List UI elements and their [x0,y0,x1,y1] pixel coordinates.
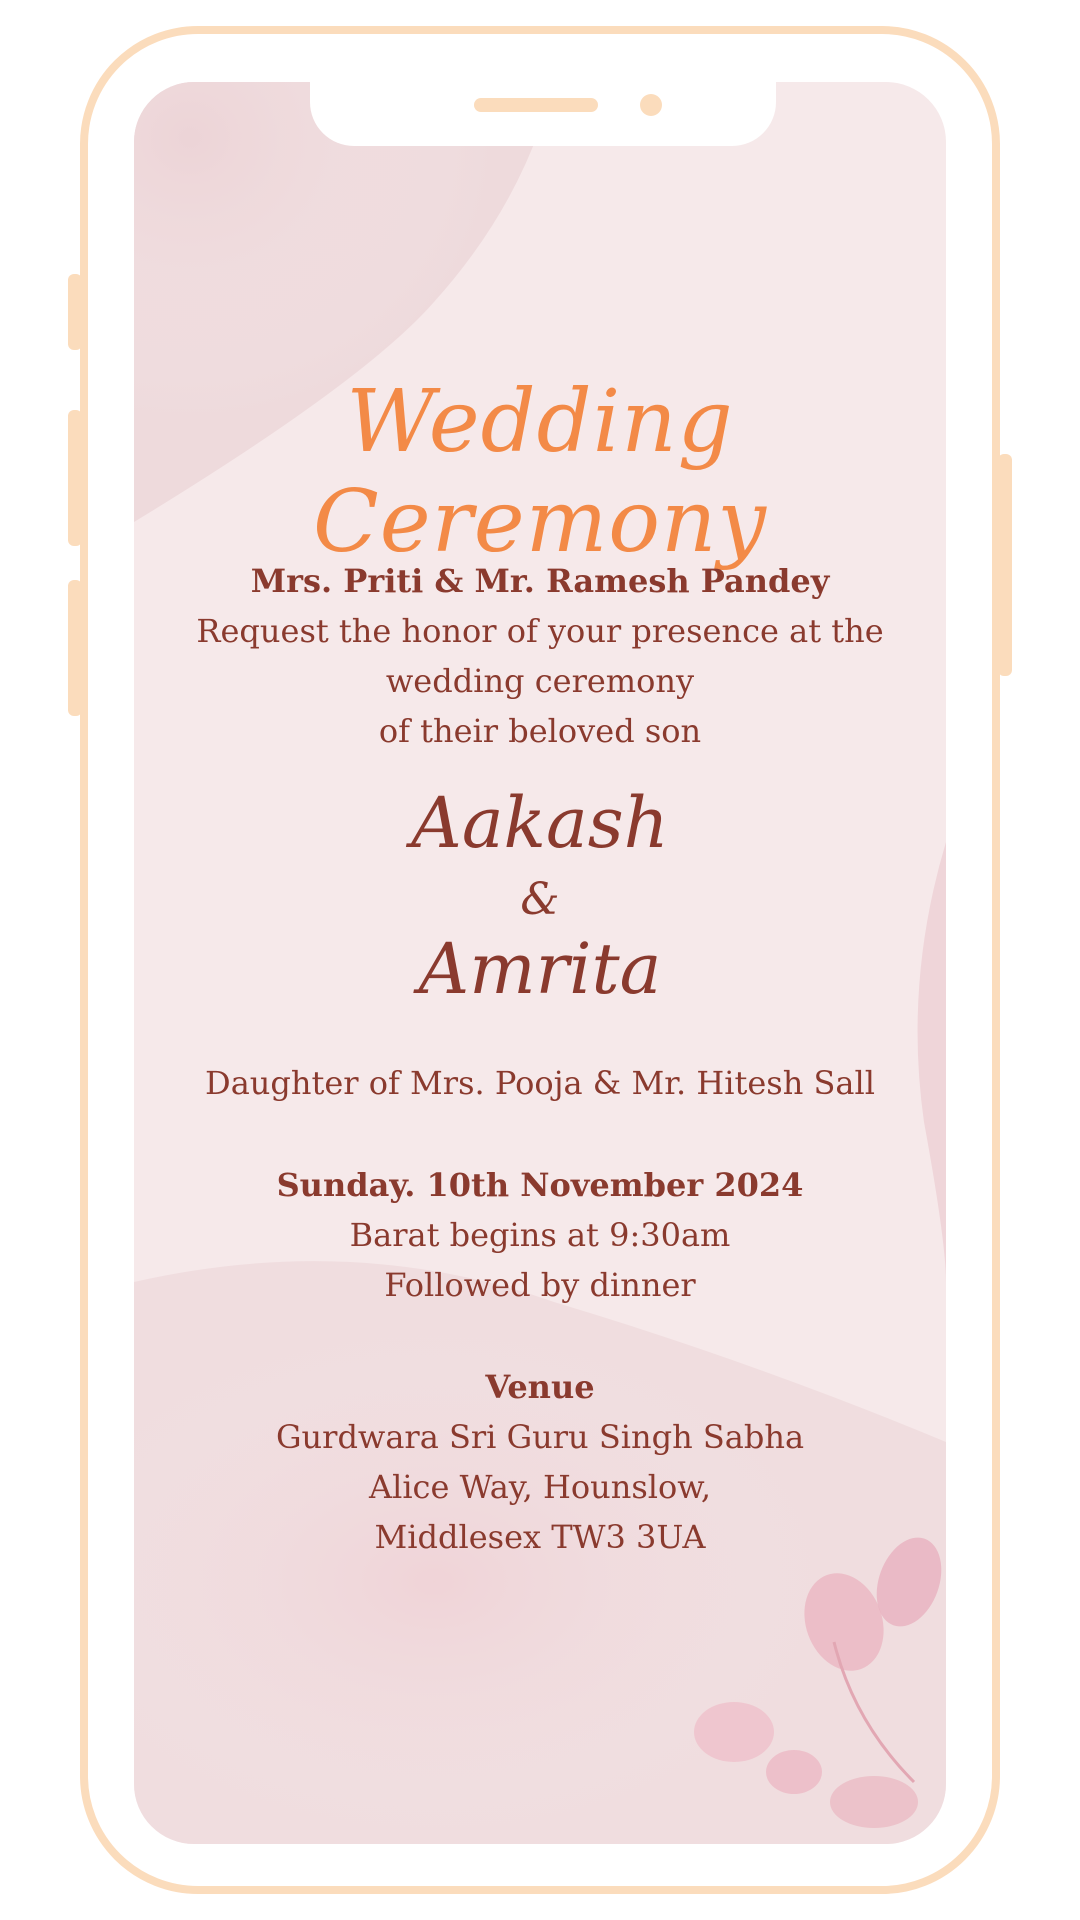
barat-time: Barat begins at 9:30am [349,1216,731,1254]
dinner-note: Followed by dinner [384,1266,696,1304]
phone-side-button [68,274,82,350]
invitation-card [134,82,946,1844]
request-line-3: of their beloved son [378,712,702,750]
request-line-1: Request the honor of your presence at the [196,612,884,650]
speaker-grille [474,98,598,112]
venue-address-line-2: Middlesex TW3 3UA [374,1518,706,1556]
phone-side-button [998,454,1012,676]
phone-screen [134,82,946,1844]
groom-name: Aakash [411,782,669,864]
bride-name: Amrita [418,928,662,1010]
venue-address-line-1: Alice Way, Hounslow, [368,1468,712,1506]
request-line-2: wedding ceremony [385,662,695,700]
invitation-title: Wedding Ceremony [313,372,767,572]
bride-parents: Daughter of Mrs. Pooja & Mr. Hitesh Sall [205,1064,875,1102]
phone-side-button [68,410,82,546]
venue-label: Venue [485,1368,595,1406]
camera-icon [640,94,662,116]
event-date: Sunday. 10th November 2024 [276,1166,804,1204]
phone-notch [310,82,776,146]
phone-side-button [68,580,82,716]
hosts-names: Mrs. Priti & Mr. Ramesh Pandey [250,562,830,600]
ampersand: & [520,874,560,925]
venue-name: Gurdwara Sri Guru Singh Sabha [275,1418,805,1456]
